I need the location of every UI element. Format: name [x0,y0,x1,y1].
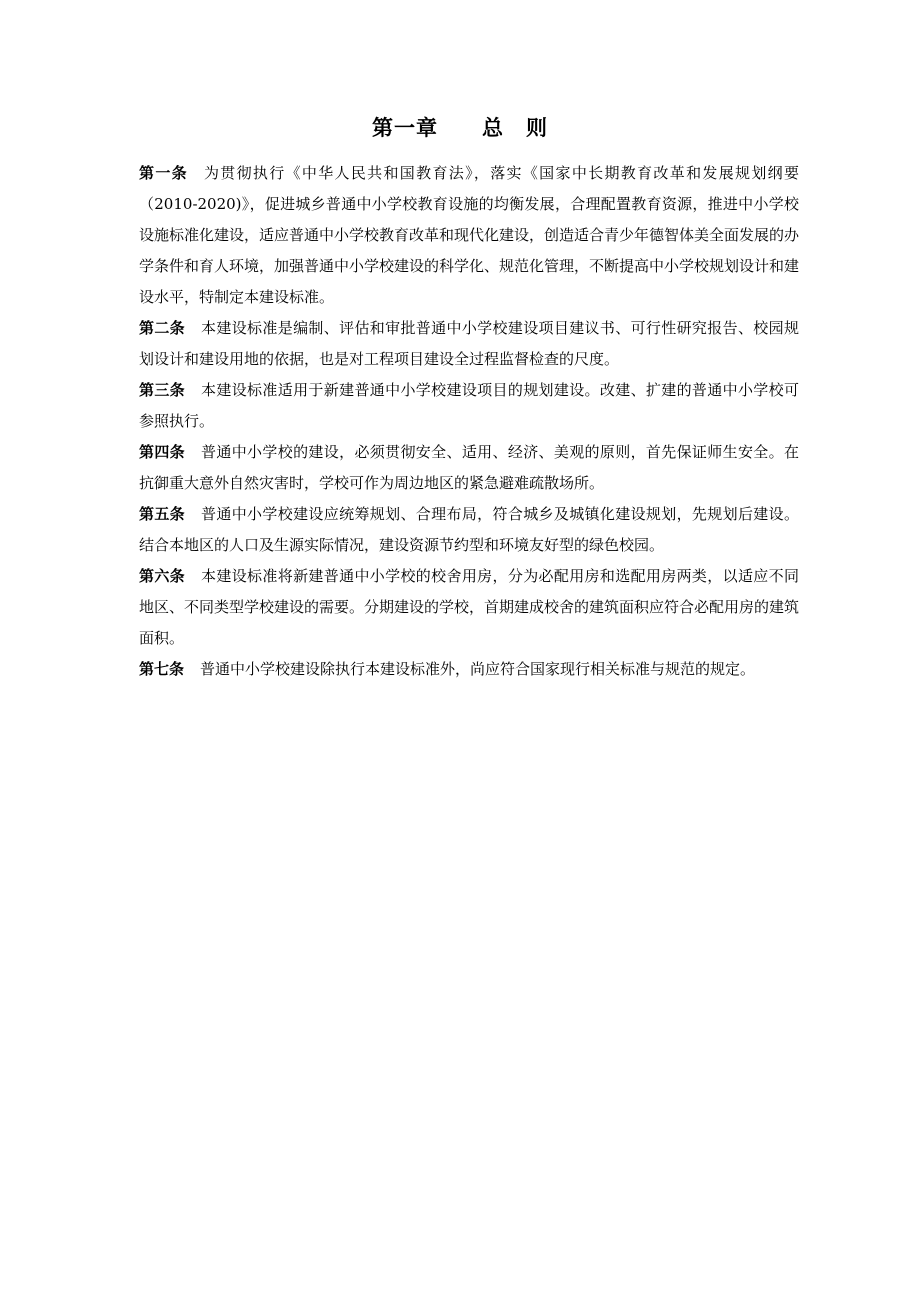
article-text: 本建设标准是编制、评估和审批普通中小学校建设项目建议书、可行性研究报告、校园规划设计和建设用地的依据，也是对工程项目建设全过程监督检查的尺度。 [139,319,799,368]
article-label: 第六条 [139,567,186,585]
article-2 [139,313,799,375]
article-text: 本建设标准适用于新建普通中小学校建设项目的规划建设。改建、扩建的普通中小学校可参照执行。 [139,381,799,430]
article-text: 普通中小学校建设除执行本建设标准外，尚应符合国家现行相关标准与规范的规定。 [200,660,756,678]
article-6 [139,561,799,654]
article-1 [139,158,799,313]
article-label: 第七条 [139,660,185,678]
article-3 [139,375,799,437]
article-label: 第五条 [139,505,186,523]
article-label: 第四条 [139,443,186,461]
article-label: 第二条 [139,319,186,337]
article-text: 普通中小学校的建设，必须贯彻安全、适用、经济、美观的原则，首先保证师生安全。在抗御重大意外自然灾害时，学校可作为周边地区的紧急避难疏散场所。 [139,443,799,492]
article-text: 普通中小学校建设应统筹规划、合理布局，符合城乡及城镇化建设规划，先规划后建设。结合本地区的人口及生源实际情况，建设资源节约型和环境友好型的绿色校园。 [139,505,799,554]
article-label: 第一条 [139,164,188,182]
article-7 [139,654,799,685]
article-4 [139,437,799,499]
chapter-title: 第一章 总 则 [372,116,548,140]
article-text: 本建设标准将新建普通中小学校的校舍用房，分为必配用房和选配用房两类，以适应不同地区、不同类型学校建设的需要。分期建设的学校，首期建成校舍的建筑面积应符合必配用房的建筑面积。 [139,567,800,647]
article-5 [139,499,799,561]
article-text: 为贯彻执行《中华人民共和国教育法》，落实《国家中长期教育改革和发展规划纲要（2010-2020)》，促进城乡普通中小学校教育设施的均衡发展，合理配置教育资源，推进中小学校设施标准化建设，适应普通中小学校教育改革和现代化建设，创造适合青少年德智体美全面发展的办学条件和育人环境，加强普通中小学校建设的科学化、规范化管理，不断提高中小学校规划设计和建设水平，特制定本建设标准。 [139,164,800,306]
article-list [139,158,799,685]
article-label: 第三条 [139,381,186,399]
